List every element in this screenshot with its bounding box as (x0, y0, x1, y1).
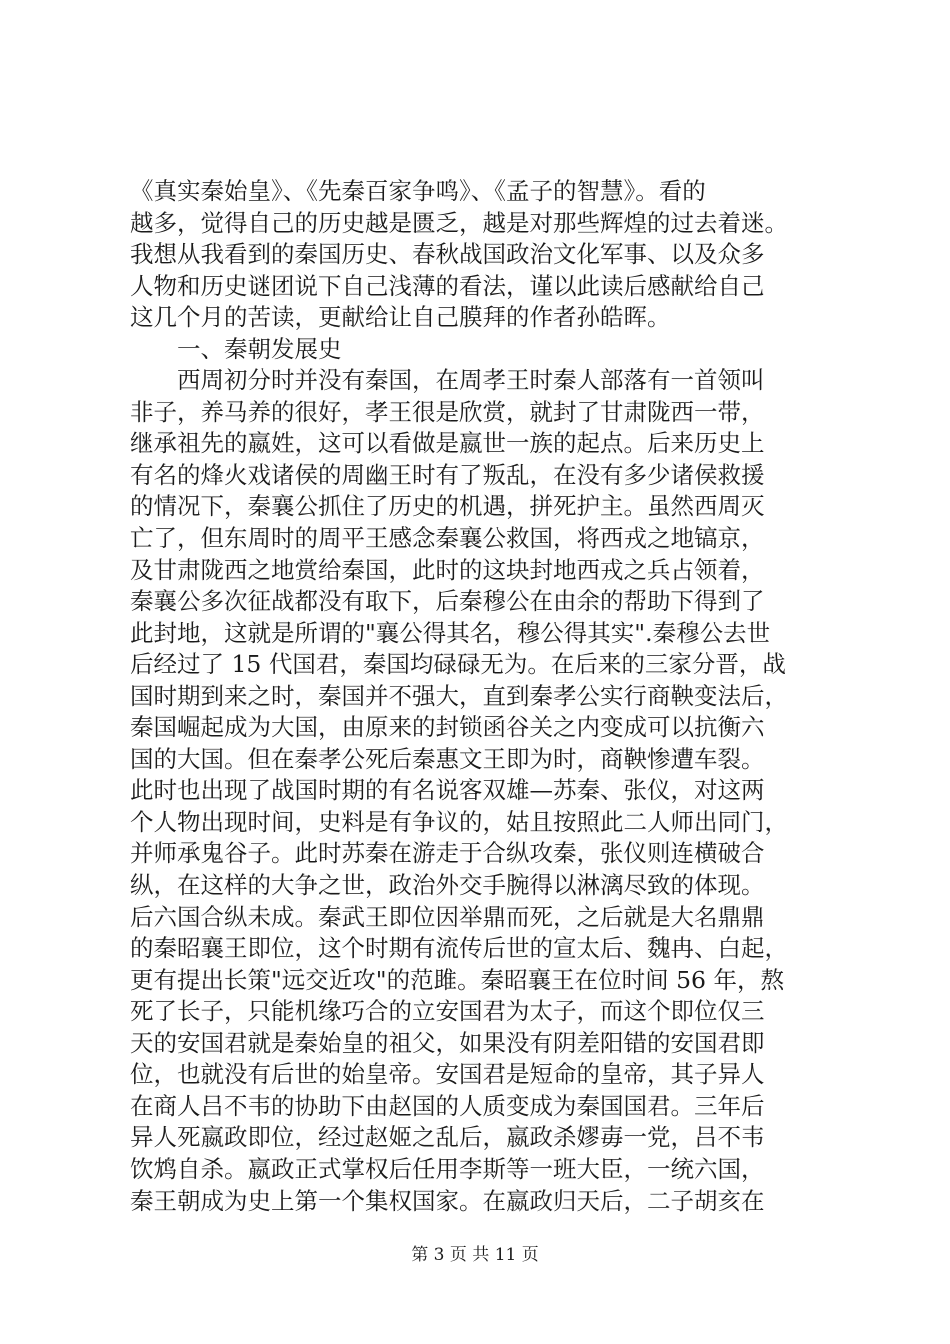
text-line: 异人死嬴政即位，经过赵姬之乱后，嬴政杀嫪毐一党，吕不韦 (130, 1123, 765, 1152)
text-line: 《真实秦始皇》、《先秦百家争鸣》、《孟子的智慧》。看的 (130, 177, 706, 205)
text-line: 后六国合纵未成。秦武王即位因举鼎而死，之后就是大名鼎鼎 (130, 902, 765, 931)
text-line: 人物和历史谜团说下自己浅薄的看法，谨以此读后感献给自己 (130, 271, 765, 300)
text-line: 这几个月的苦读，更献给让自己膜拜的作者孙皓晖。 (130, 303, 671, 332)
text-line: 继承祖先的嬴姓，这可以看做是嬴世一族的起点。后来历史上 (130, 429, 765, 458)
text-line: 秦襄公多次征战都没有取下，后秦穆公在由余的帮助下得到了 (130, 587, 765, 616)
text-line: 我想从我看到的秦国历史、春秋战国政治文化军事、以及众多 (130, 240, 765, 269)
text-line: 天的安国君就是秦始皇的祖父，如果没有阴差阳错的安国君即 (130, 1028, 765, 1057)
text-line: 个人物出现时间，史料是有争议的，姑且按照此二人师出同门， (130, 807, 788, 836)
text-line: 后经过了 15 代国君，秦国均碌碌无为。在后来的三家分晋，战 (130, 650, 786, 679)
text-line: 死了长子，只能机缘巧合的立安国君为太子，而这个即位仅三 (130, 997, 765, 1026)
text-line: 纵，在这样的大争之世，政治外交手腕得以淋漓尽致的体现。 (130, 871, 765, 900)
text-line: 秦国崛起成为大国，由原来的封锁函谷关之内变成可以抗衡六 (130, 713, 765, 742)
text-line: 西周初分时并没有秦国，在周孝王时秦人部落有一首领叫 (130, 366, 765, 395)
text-line: 此封地，这就是所谓的"襄公得其名，穆公得其实".秦穆公去世 (130, 618, 771, 647)
text-line: 非子，养马养的很好，孝王很是欣赏，就封了甘肃陇西一带， (130, 397, 765, 426)
text-line: 国时期到来之时，秦国并不强大，直到秦孝公实行商鞅变法后， (130, 681, 788, 710)
text-line: 更有提出长策"远交近攻"的范雎。秦昭襄王在位时间 56 年，熬 (130, 965, 784, 994)
text-line: 饮鸩自杀。嬴政正式掌权后任用李斯等一班大臣，一统六国， (130, 1154, 765, 1183)
body-text (130, 176, 830, 1217)
text-line: 并师承鬼谷子。此时苏秦在游走于合纵攻秦，张仪则连横破合 (130, 839, 765, 868)
text-line: 国的大国。但在秦孝公死后秦惠文王即为时，商鞅惨遭车裂。 (130, 744, 765, 773)
text-line: 的秦昭襄王即位，这个时期有流传后世的宣太后、魏冉、白起， (130, 934, 788, 963)
text-line: 有名的烽火戏诸侯的周幽王时有了叛乱，在没有多少诸侯救援 (130, 460, 765, 489)
text-line: 及甘肃陇西之地赏给秦国，此时的这块封地西戎之兵占领着， (130, 555, 765, 584)
text-line: 秦王朝成为史上第一个集权国家。在嬴政归天后，二子胡亥在 (130, 1186, 765, 1215)
text-line: 一、秦朝发展史 (130, 334, 342, 363)
text-line: 此时也出现了战国时期的有名说客双雄—苏秦、张仪，对这两 (130, 776, 765, 805)
page-footer: 第 3 页 共 11 页 (411, 1245, 539, 1265)
text-line: 亡了，但东周时的周平王感念秦襄公救国，将西戎之地镐京， (130, 524, 765, 553)
text-line: 越多，觉得自己的历史越是匮乏，越是对那些辉煌的过去着迷。 (130, 208, 788, 237)
text-line: 的情况下，秦襄公抓住了历史的机遇，拼死护主。虽然西周灭 (130, 492, 765, 521)
text-line: 位，也就没有后世的始皇帝。安国君是短命的皇帝，其子异人 (130, 1060, 765, 1089)
text-line: 在商人吕不韦的协助下由赵国的人质变成为秦国国君。三年后 (130, 1091, 765, 1120)
